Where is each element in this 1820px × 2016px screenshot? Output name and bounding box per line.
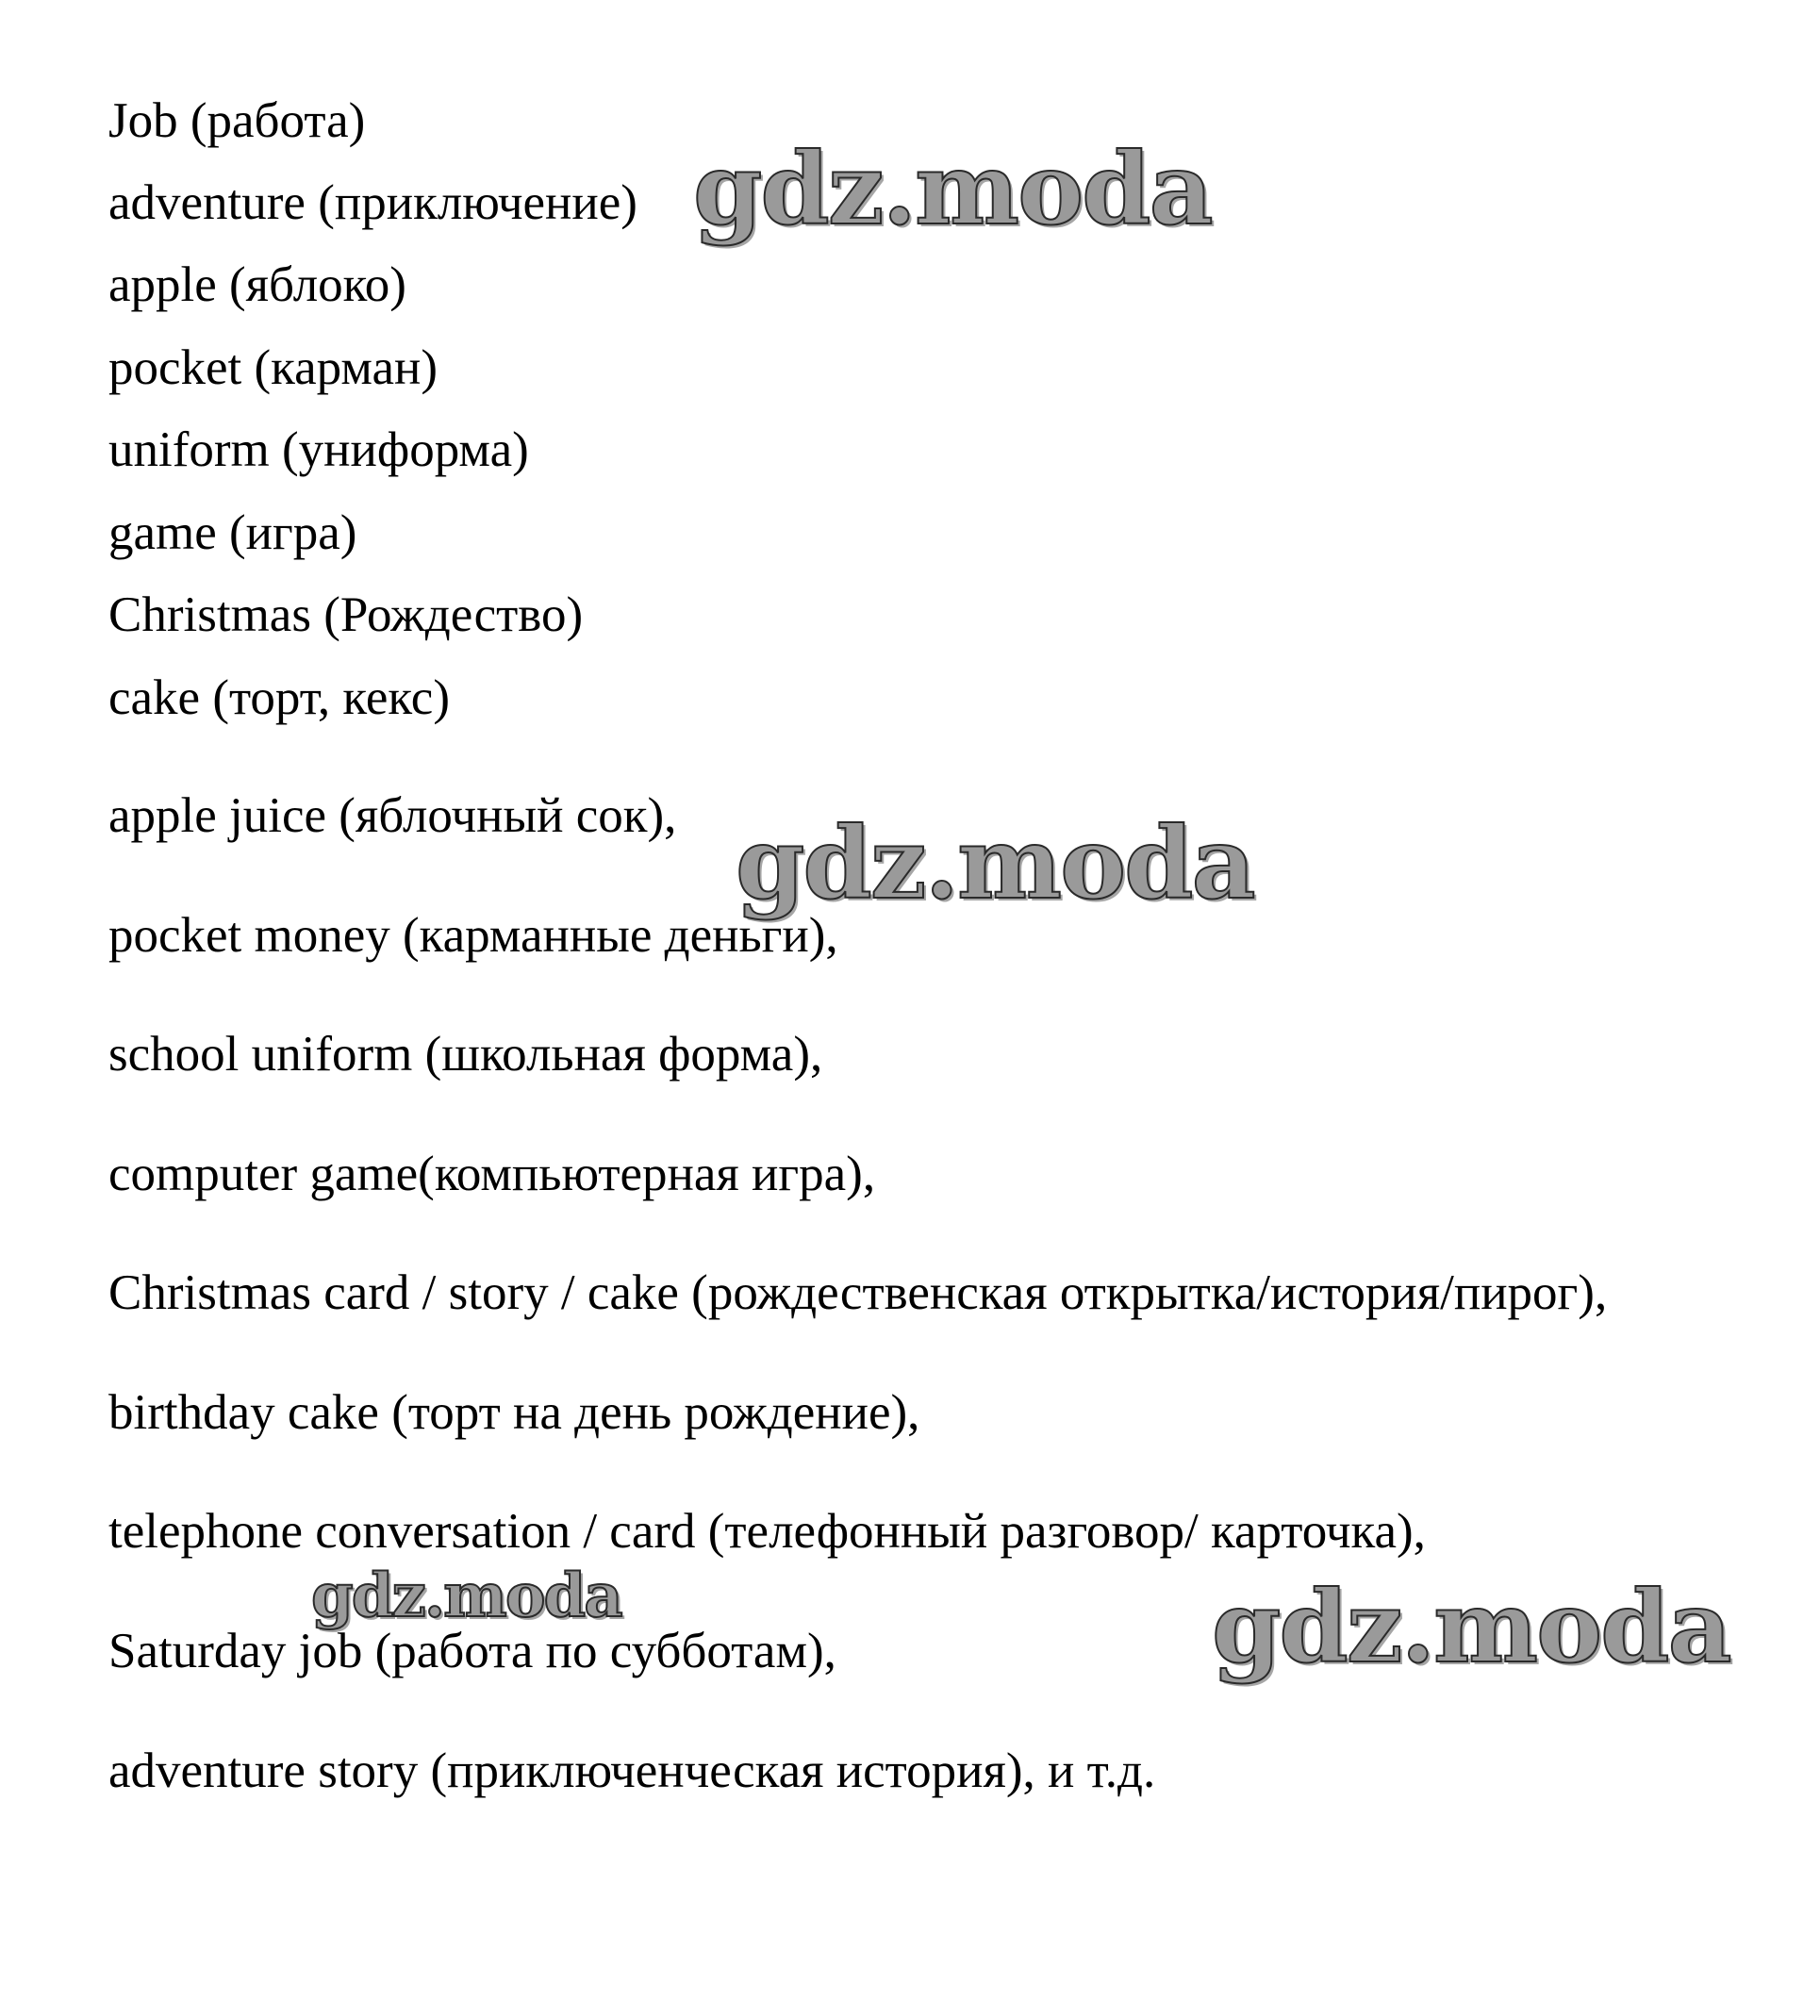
phrase-line: Christmas card / story / cake (рождественская открытка/история/пирог),: [108, 1265, 1608, 1320]
word-line: Christmas (Рождество): [108, 587, 584, 642]
phrase-line: computer game(компьютерная игра),: [108, 1147, 876, 1201]
watermark-logo: gdz.moda: [693, 130, 1212, 247]
word-line: pocket (карман): [108, 340, 438, 395]
phrase-line: telephone conversation / card (телефонный разговор/ карточка),: [108, 1504, 1426, 1559]
phrase-line: Saturday job (работа по субботам),: [108, 1624, 836, 1678]
word-line: cake (торт, кекс): [108, 670, 450, 725]
phrase-line: pocket money (карманные деньги),: [108, 908, 838, 963]
word-line: game (игра): [108, 505, 357, 560]
phrase-line: apple juice (яблочный сок),: [108, 788, 677, 843]
phrase-line: school uniform (школьная форма),: [108, 1027, 823, 1082]
watermark-logo: gdz.moda: [311, 1561, 621, 1631]
watermark-logo: gdz.moda: [736, 804, 1254, 921]
word-line: Job (работа): [108, 93, 366, 148]
watermark-logo: gdz.moda: [1212, 1568, 1730, 1685]
phrase-line: adventure story (приключенческая история), и т.д.: [108, 1743, 1156, 1798]
word-line: apple (яблоко): [108, 257, 406, 312]
word-line: uniform (униформа): [108, 422, 529, 477]
word-line: adventure (приключение): [108, 175, 637, 230]
phrase-line: birthday cake (торт на день рождение),: [108, 1385, 920, 1440]
